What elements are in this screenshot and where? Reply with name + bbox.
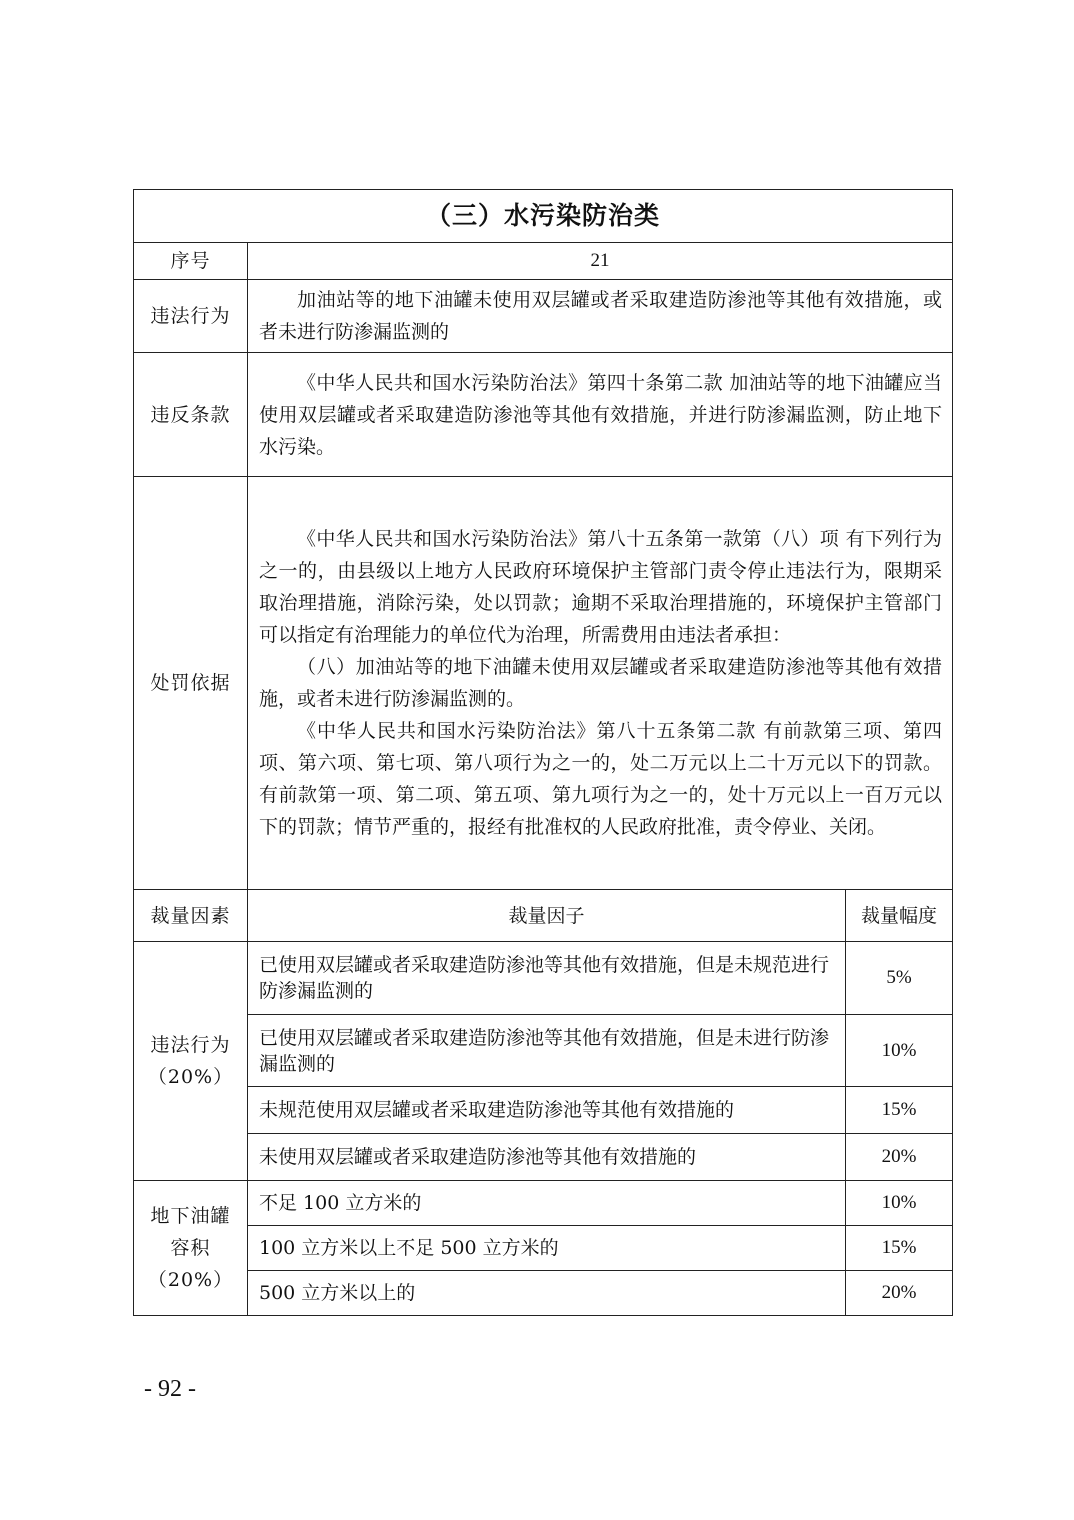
provision-label: 违反条款	[134, 353, 248, 477]
table-row	[134, 1087, 953, 1134]
serial-value: 21	[248, 243, 953, 280]
range-value: 20%	[846, 1134, 953, 1181]
factor-text: 未规范使用双层罐或者采取建造防渗池等其他有效措施的	[248, 1087, 846, 1134]
penalty-paragraph: 《中华人民共和国水污染防治法》第八十五条第二款 有前款第三项、第四项、第六项、第七项、第八项行为之一的，处二万元以上二十万元以下的罚款。有前款第一项、第二项、第五项、第九项行为之一的，处十万元以上一百万元以下的罚款；情节严重的，报经有批准权的人民政府批准，责令停业、关闭。	[259, 720, 943, 838]
provision-cell	[248, 353, 953, 477]
penalty-basis-cell	[248, 477, 953, 890]
group-label-line: （20%）	[147, 1066, 234, 1088]
range-value: 5%	[846, 942, 953, 1015]
table-row	[134, 1226, 953, 1271]
factor-text: 已使用双层罐或者采取建造防渗池等其他有效措施，但是未规范进行防渗漏监测的	[248, 942, 846, 1015]
range-header: 裁量幅度	[846, 890, 953, 942]
item-header: 裁量因子	[248, 890, 846, 942]
group-label	[134, 942, 248, 1181]
table-row	[134, 1271, 953, 1316]
range-value: 15%	[846, 1226, 953, 1271]
penalty-paragraph: 《中华人民共和国水污染防治法》第八十五条第一款第（八）项 有下列行为之一的，由县级以上地方人民政府环境保护主管部门责令停止违法行为，限期采取治理措施，消除污染，处以罚款；逾期不采取治理措施的，环境保护主管部门可以指定有治理能力的单位代为治理，所需费用由违法者承担：	[259, 528, 943, 646]
group-label-line: 地下油罐	[150, 1205, 231, 1227]
factor-text: 500 立方米以上的	[248, 1271, 846, 1316]
factor-text: 100 立方米以上不足 500 立方米的	[248, 1226, 846, 1271]
range-value: 20%	[846, 1271, 953, 1316]
table-row	[134, 1015, 953, 1087]
table-row	[134, 942, 953, 1015]
penalty-paragraph: （八）加油站等的地下油罐未使用双层罐或者采取建造防渗池等其他有效措施，或者未进行防渗漏监测的。	[259, 656, 943, 710]
table-row	[134, 1181, 953, 1226]
factor-header: 裁量因素	[134, 890, 248, 942]
penalty-basis-label: 处罚依据	[134, 477, 248, 890]
group-label	[134, 1181, 248, 1316]
group-label-line: （20%）	[147, 1269, 234, 1291]
penalty-standard-table	[133, 189, 953, 1316]
factor-text: 不足 100 立方米的	[248, 1181, 846, 1226]
violation-label: 违法行为	[134, 280, 248, 353]
range-value: 10%	[846, 1181, 953, 1226]
factor-text: 已使用双层罐或者采取建造防渗池等其他有效措施，但是未进行防渗漏监测的	[248, 1015, 846, 1087]
penalty-standard-table-container	[133, 189, 952, 1316]
factor-text: 未使用双层罐或者采取建造防渗池等其他有效措施的	[248, 1134, 846, 1181]
group-label-line: 违法行为	[150, 1034, 231, 1056]
violation-text: 加油站等的地下油罐未使用双层罐或者采取建造防渗池等其他有效措施，或者未进行防渗漏监测的	[259, 289, 943, 343]
provision-text: 《中华人民共和国水污染防治法》第四十条第二款 加油站等的地下油罐应当使用双层罐或者采取建造防渗池等其他有效措施，并进行防渗漏监测，防止地下水污染。	[259, 371, 943, 458]
range-value: 10%	[846, 1015, 953, 1087]
table-row	[134, 1134, 953, 1181]
range-value: 15%	[846, 1087, 953, 1134]
violation-cell	[248, 280, 953, 353]
page-number: - 92 -	[144, 1376, 196, 1402]
group-label-line: 容积	[170, 1237, 211, 1259]
section-title: （三）水污染防治类	[134, 190, 953, 243]
serial-label: 序号	[134, 243, 248, 280]
